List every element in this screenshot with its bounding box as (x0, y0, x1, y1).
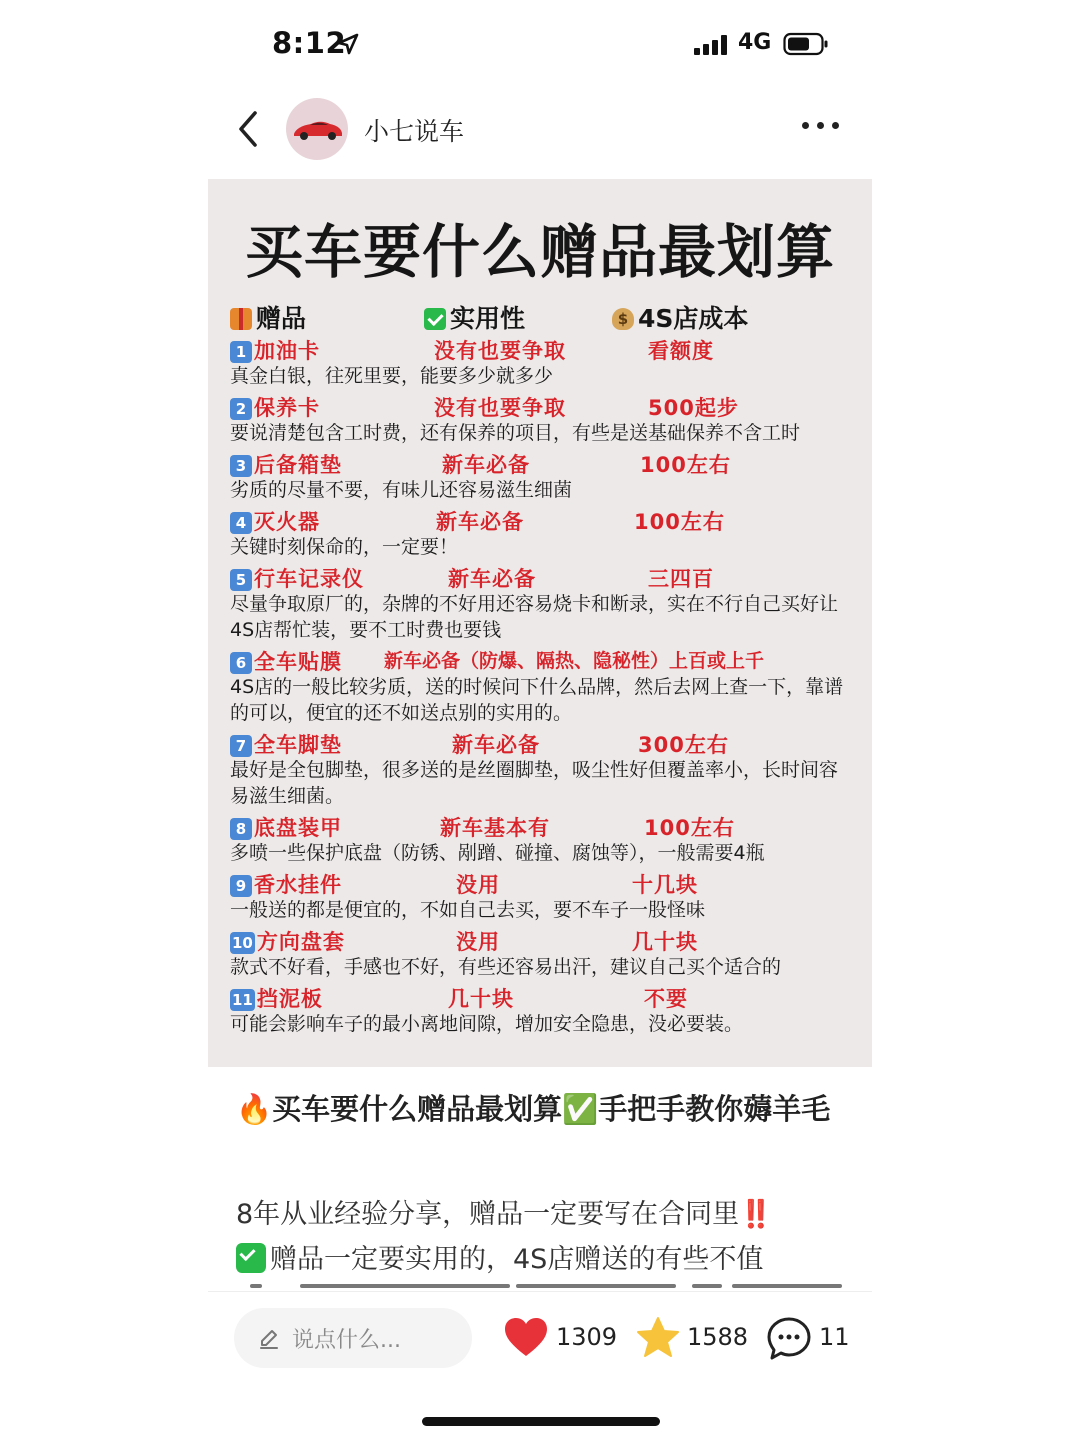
star-icon (636, 1316, 680, 1360)
bottom-divider (208, 1291, 872, 1292)
author-name[interactable]: 小七说车 (364, 117, 465, 146)
number-badge: 10 (232, 934, 253, 952)
comment-input[interactable] (234, 1308, 472, 1368)
status-bar (208, 22, 828, 68)
gift-icon (230, 308, 252, 330)
number-badge: 1 (230, 341, 252, 363)
like-count: 1309 (556, 1323, 618, 1351)
number-badge: 9 (230, 875, 252, 897)
gift-item-name: 3 后备箱垫 新车必备 100左右 (230, 449, 342, 479)
gift-item-name: 7 全车脚垫 新车必备 300左右 (230, 729, 342, 759)
gift-description: 要说清楚包含工时费，还有保养的项目，有些是送基础保养不含工时 (230, 422, 801, 444)
cell-signal-icon (694, 35, 730, 55)
gift-description: 尽量争取原厂的，杂牌的不好用还容易烧卡和断录，实在不行自己买好让4S店帮忙装，要不工时费也要钱 (230, 593, 839, 641)
gift-usefulness: 新车必备 (448, 567, 536, 591)
network-type: 4G (738, 30, 772, 55)
comment-placeholder: 说点什么... (292, 1328, 401, 1353)
gift-cost: 看额度 (648, 339, 714, 363)
back-chevron-icon[interactable] (236, 110, 260, 148)
comment-bubble-icon (766, 1316, 812, 1362)
post-image[interactable] (208, 179, 872, 1067)
number-badge: 5 (230, 569, 252, 591)
heart-icon (503, 1316, 549, 1358)
double-exclamation-icon: ‼️ (739, 1199, 773, 1230)
number-badge: 11 (232, 991, 253, 1009)
gift-description: 多喷一些保护底盘（防锈、剐蹭、碰撞、腐蚀等），一般需要4瓶 (230, 842, 765, 864)
collect-count: 1588 (687, 1323, 749, 1351)
gift-item-name: 8 底盘装甲 新车基本有 100左右 (230, 812, 342, 842)
gift-cost: 十几块 (632, 873, 698, 897)
gift-usefulness: 新车必备 (442, 453, 530, 477)
gift-item-name: 10 方向盘套 没用 几十块 (230, 926, 345, 956)
number-badge: 3 (230, 455, 252, 477)
gift-usefulness: 没有也要争取 (434, 339, 566, 363)
number-badge: 8 (230, 818, 252, 840)
gift-item-name: 4 灭火器 新车必备 100左右 (230, 506, 320, 536)
gift-description: 款式不好看，手感也不好，有些还容易出汗，建议自己买个适合的 (230, 956, 782, 978)
gift-usefulness: 新车必备（防爆、隔热、隐秘性）上百或上千 (384, 650, 765, 672)
home-indicator (422, 1417, 660, 1426)
gift-cost: 100左右 (634, 510, 725, 534)
gift-cost: 几十块 (632, 930, 698, 954)
post-body-line: 赠品一定要实用的，4S店赠送的有些不值 (236, 1237, 763, 1276)
gift-cost: 300左右 (638, 733, 729, 757)
gift-cost: 500起步 (648, 396, 739, 420)
gift-description: 4S店的一般比较劣质，送的时候问下什么品牌，然后去网上查一下，靠谱的可以，便宜的还不如送点别的实用的。 (230, 676, 844, 724)
column-header-cost: $ 4S店成本 (612, 299, 748, 335)
gift-cost: 三四百 (648, 567, 714, 591)
gift-cost: 100左右 (644, 816, 735, 840)
comment-count: 11 (819, 1323, 850, 1351)
gift-cost: 100左右 (640, 453, 731, 477)
post-body-line: 8年从业经验分享，赠品一定要写在合同里‼️ (236, 1199, 773, 1230)
gift-item-name: 11 挡泥板 几十块 不要 (230, 983, 323, 1013)
money-bag-icon (612, 308, 634, 330)
number-badge: 7 (230, 735, 252, 757)
gift-usefulness: 新车必备 (436, 510, 524, 534)
gift-usefulness: 没用 (456, 930, 500, 954)
check-mark-icon (424, 308, 446, 330)
post-title: 🔥买车要什么赠品最划算✅手把手教你薅羊毛 (236, 1092, 831, 1126)
gift-item-name: 9 香水挂件 没用 十几块 (230, 869, 342, 899)
number-badge: 4 (230, 512, 252, 534)
check-mark-icon (236, 1243, 266, 1273)
like-button[interactable] (503, 1314, 618, 1364)
gift-cost: 不要 (644, 987, 688, 1011)
red-car-icon (286, 98, 348, 160)
gift-usefulness: 没有也要争取 (434, 396, 566, 420)
gift-usefulness: 没用 (456, 873, 500, 897)
location-arrow-icon (336, 32, 360, 56)
gift-usefulness: 新车基本有 (440, 816, 550, 840)
pencil-icon (258, 1328, 280, 1350)
gift-description: 可能会影响车子的最小离地间隙，增加安全隐患，没必要装。 (230, 1013, 744, 1035)
number-badge: 6 (230, 652, 252, 674)
column-header-gift: 赠品 (230, 299, 306, 335)
post-header (208, 92, 872, 168)
gift-description: 关键时刻保命的，一定要！ (230, 536, 459, 558)
gift-usefulness: 几十块 (448, 987, 514, 1011)
column-header-usefulness: 实用性 (424, 299, 525, 335)
author-avatar[interactable] (286, 98, 348, 160)
collect-button[interactable] (636, 1314, 748, 1364)
battery-icon (783, 32, 829, 56)
gift-description: 最好是全包脚垫，很多送的是丝圈脚垫，吸尘性好但覆盖率小，长时间容易滋生细菌。 (230, 759, 839, 807)
gift-description: 真金白银，往死里要，能要多少就多少 (230, 365, 554, 387)
status-time: 8:12 (272, 26, 347, 60)
gift-item-name: 2 保养卡 没有也要争取 500起步 (230, 392, 320, 422)
gift-description: 劣质的尽量不要，有味儿还容易滋生细菌 (230, 479, 573, 501)
poster-title: 买车要什么赠品最划算 (244, 218, 835, 286)
gift-description: 一般送的都是便宜的，不如自己去买，要不车子一股怪味 (230, 899, 706, 921)
number-badge: 2 (230, 398, 252, 420)
comment-button[interactable] (766, 1314, 850, 1364)
gift-usefulness: 新车必备 (452, 733, 540, 757)
gift-item-name: 1 加油卡 没有也要争取 看额度 (230, 335, 320, 365)
gift-item-name: 5 行车记录仪 新车必备 三四百 (230, 563, 364, 593)
more-options-icon[interactable] (802, 122, 842, 132)
gift-item-name: 6 全车贴膜 新车必备（防爆、隔热、隐秘性）上百或上千 (230, 646, 342, 676)
